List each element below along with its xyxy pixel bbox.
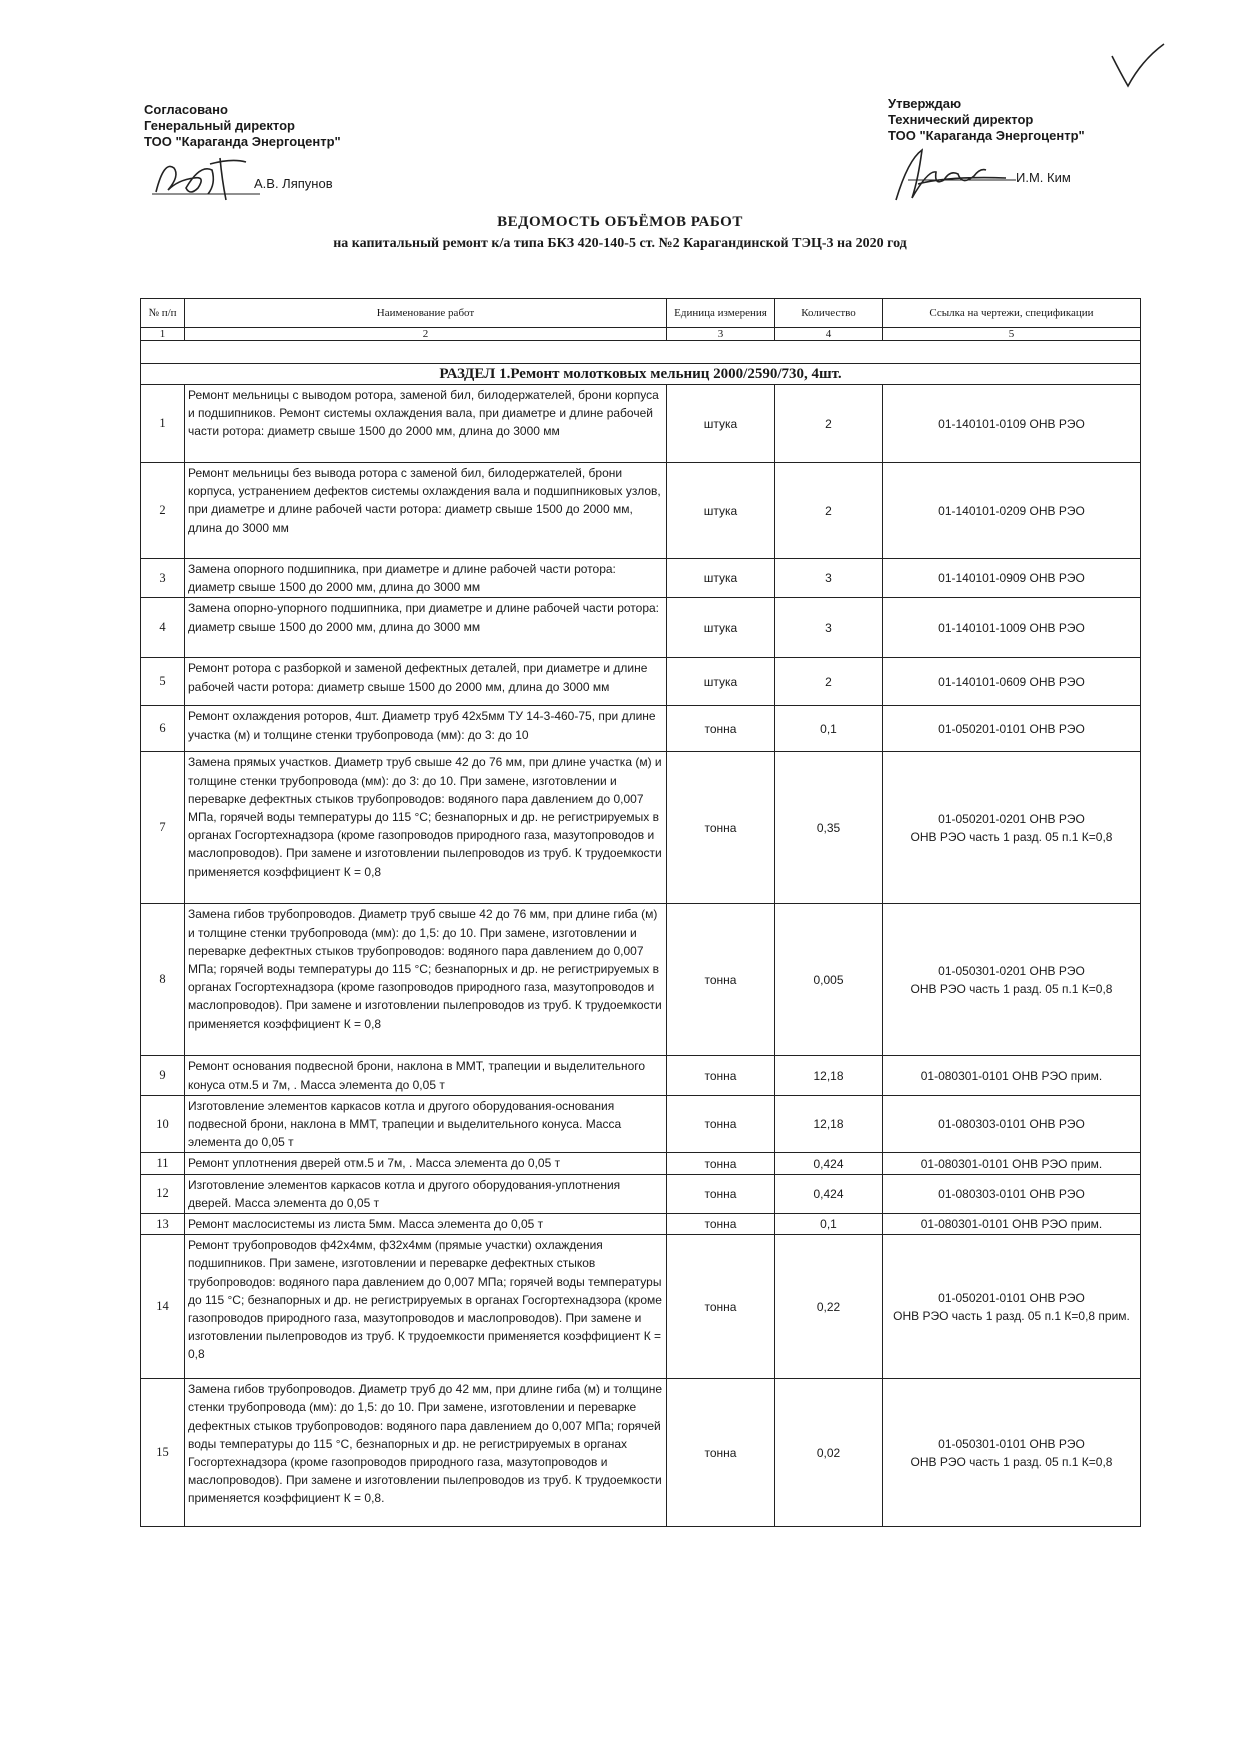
quantity: 0,22 bbox=[775, 1235, 883, 1379]
unit: штука bbox=[667, 559, 775, 598]
document-subtitle: на капитальный ремонт к/а типа БКЗ 420-140-5 ст. №2 Карагандинской ТЭЦ-3 на 2020 год bbox=[333, 236, 907, 251]
row-number: 3 bbox=[141, 559, 185, 598]
reference: 01-140101-0609 ОНВ РЭО bbox=[883, 658, 1141, 706]
work-name: Ремонт уплотнения дверей отм.5 и 7м, . Масса элемента до 0,05 т bbox=[185, 1153, 667, 1174]
table-row bbox=[141, 752, 1141, 904]
row-number: 11 bbox=[141, 1153, 185, 1174]
reference: 01-140101-0209 ОНВ РЭО bbox=[883, 463, 1141, 559]
signer-name-left: А.В. Ляпунов bbox=[254, 176, 333, 191]
work-name: Изготовление элементов каркасов котла и другого оборудования-уплотнения дверей. Масса элемента до 0,05 т bbox=[185, 1174, 667, 1213]
header-qty: Количество bbox=[775, 299, 883, 328]
row-number: 5 bbox=[141, 658, 185, 706]
quantity: 2 bbox=[775, 463, 883, 559]
quantity: 0,35 bbox=[775, 752, 883, 904]
column-number: 5 bbox=[883, 328, 1141, 341]
unit: штука bbox=[667, 598, 775, 658]
reference: 01-050301-0201 ОНВ РЭО ОНВ РЭО часть 1 разд. 05 п.1 К=0,8 bbox=[883, 904, 1141, 1056]
unit: тонна bbox=[667, 904, 775, 1056]
header-ref: Ссылка на чертежи, спецификации bbox=[883, 299, 1141, 328]
quantity: 0,02 bbox=[775, 1379, 883, 1527]
row-number: 12 bbox=[141, 1174, 185, 1213]
section-title: РАЗДЕЛ 1.Ремонт молотковых мельниц 2000/2590/730, 4шт. bbox=[141, 364, 1141, 385]
column-number: 4 bbox=[775, 328, 883, 341]
table-row bbox=[141, 1056, 1141, 1095]
unit: штука bbox=[667, 385, 775, 463]
quantity: 2 bbox=[775, 385, 883, 463]
work-name: Замена гибов трубопроводов. Диаметр труб свыше 42 до 76 мм, при длине гиба (м) и толщине стенки трубопровода (мм): до 1,5: до 10. При замене, изготовлении и переварке дефектных стыков трубопроводов: водяного пара давлением до 0,007 МПа; горячей воды температуры до 115 °С; безнапорных и др. не регистрируемых в органах Госгортехнадзора (кроме газопроводов природного газа, мазутопроводов и маслопроводов). При замене и изготовлении пылепроводов из труб. К трудоемкости применяется коэффициент К = 0,8 bbox=[185, 904, 667, 1056]
table-row bbox=[141, 706, 1141, 752]
quantity: 0,424 bbox=[775, 1174, 883, 1213]
row-number: 8 bbox=[141, 904, 185, 1056]
table-row bbox=[141, 658, 1141, 706]
table-header-row bbox=[141, 299, 1141, 328]
table-row bbox=[141, 598, 1141, 658]
reference: 01-080301-0101 ОНВ РЭО прим. bbox=[883, 1056, 1141, 1095]
reference: 01-080303-0101 ОНВ РЭО bbox=[883, 1174, 1141, 1213]
quantity: 2 bbox=[775, 658, 883, 706]
spacer-row bbox=[141, 341, 1141, 364]
reference: 01-080303-0101 ОНВ РЭО bbox=[883, 1095, 1141, 1153]
row-number: 14 bbox=[141, 1235, 185, 1379]
approver-position: Технический директор bbox=[888, 112, 1034, 127]
unit: штука bbox=[667, 658, 775, 706]
row-number: 2 bbox=[141, 463, 185, 559]
table-row bbox=[141, 1214, 1141, 1235]
work-name: Ремонт маслосистемы из листа 5мм. Масса элемента до 0,05 т bbox=[185, 1214, 667, 1235]
work-name: Замена опорно-упорного подшипника, при диаметре и длине рабочей части ротора: диаметр свыше 1500 до 2000 мм, длина до 3000 мм bbox=[185, 598, 667, 658]
approver-position: Генеральный директор bbox=[144, 118, 295, 133]
unit: тонна bbox=[667, 1095, 775, 1153]
header-name: Наименование работ bbox=[185, 299, 667, 328]
quantity: 0,005 bbox=[775, 904, 883, 1056]
row-number: 7 bbox=[141, 752, 185, 904]
column-number-row bbox=[141, 328, 1141, 341]
unit: тонна bbox=[667, 1214, 775, 1235]
work-name: Ремонт основания подвесной брони, наклона в ММТ, трапеции и выделительного конуса отм.5 и 7м, . Масса элемента до 0,05 т bbox=[185, 1056, 667, 1095]
row-number: 15 bbox=[141, 1379, 185, 1527]
quantity: 0,424 bbox=[775, 1153, 883, 1174]
unit: тонна bbox=[667, 752, 775, 904]
quantity: 3 bbox=[775, 598, 883, 658]
work-name: Замена гибов трубопроводов. Диаметр труб до 42 мм, при длине гиба (м) и толщине стенки трубопровода (мм): до 1,5: до 10. При замене, изготовлении и переварке дефектных стыков трубопроводов: водяного пара давлением до 0,007 МПа; горячей воды температуры до 115 °С, безнапорных и др. не регистрируемых в органах Госгортехнадзора (кроме газопроводов природного газа, мазутопроводов и маслопроводов). При замене и изготовлении пылепроводов из труб. К трудоемкости применяется коэффициент К = 0,8. bbox=[185, 1379, 667, 1527]
quantity: 0,1 bbox=[775, 1214, 883, 1235]
reference: 01-140101-0909 ОНВ РЭО bbox=[883, 559, 1141, 598]
approval-block-right bbox=[888, 96, 1085, 144]
signature-left bbox=[150, 150, 270, 205]
row-number: 4 bbox=[141, 598, 185, 658]
quantity: 3 bbox=[775, 559, 883, 598]
column-number: 3 bbox=[667, 328, 775, 341]
column-number: 2 bbox=[185, 328, 667, 341]
reference: 01-050201-0201 ОНВ РЭО ОНВ РЭО часть 1 разд. 05 п.1 К=0,8 bbox=[883, 752, 1141, 904]
unit: тонна bbox=[667, 706, 775, 752]
header-num: № п/п bbox=[141, 299, 185, 328]
section-row bbox=[141, 364, 1141, 385]
table-row bbox=[141, 1174, 1141, 1213]
work-name: Замена прямых участков. Диаметр труб свыше 42 до 76 мм, при длине участка (м) и толщине стенки трубопровода (мм): до 3: до 10. При замене, изготовлении и переварке дефектных стыков трубопроводов: водяного пара давлением до 0,007 МПа, горячей воды температуры до 115 °С; безнапорных и др. не регистрируемых в органах Госгортехнадзора (кроме газопроводов природного газа, мазутопроводов и маслопроводов). При замене и изготовлении пылепроводов из труб. К трудоемкости применяется коэффициент К = 0,8 bbox=[185, 752, 667, 904]
table-row bbox=[141, 1153, 1141, 1174]
work-name: Ремонт ротора с разборкой и заменой дефектных деталей, при диаметре и длине рабочей части ротора: диаметр свыше 1500 до 2000 мм, длина до 3000 мм bbox=[185, 658, 667, 706]
document-title: ВЕДОМОСТЬ ОБЪЁМОВ РАБОТ bbox=[497, 214, 743, 230]
quantity: 0,1 bbox=[775, 706, 883, 752]
table-row bbox=[141, 904, 1141, 1056]
approval-label: Согласовано bbox=[144, 102, 228, 117]
column-number: 1 bbox=[141, 328, 185, 341]
signature-right bbox=[888, 140, 1018, 210]
table-row bbox=[141, 463, 1141, 559]
work-name: Ремонт мельницы без вывода ротора с заменой бил, билодержателей, брони корпуса, устранением дефектов системы охлаждения вала и подшипниковых узлов, при диаметре и длине рабочей части ротора: диаметр свыше 1500 до 2000 мм, длина до 3000 мм bbox=[185, 463, 667, 559]
unit: тонна bbox=[667, 1235, 775, 1379]
reference: 01-050201-0101 ОНВ РЭО bbox=[883, 706, 1141, 752]
reference: 01-140101-1009 ОНВ РЭО bbox=[883, 598, 1141, 658]
work-name: Изготовление элементов каркасов котла и другого оборудования-основания подвесной брони, наклона в ММТ, трапеции и выделительного конуса. Масса элемента до 0,05 т bbox=[185, 1095, 667, 1153]
table-row bbox=[141, 385, 1141, 463]
approval-label: Утверждаю bbox=[888, 96, 962, 111]
work-name: Замена опорного подшипника, при диаметре и длине рабочей части ротора: диаметр свыше 1500 до 2000 мм, длина до 3000 мм bbox=[185, 559, 667, 598]
table-row bbox=[141, 1379, 1141, 1527]
table-row bbox=[141, 559, 1141, 598]
reference: 01-050201-0101 ОНВ РЭО ОНВ РЭО часть 1 разд. 05 п.1 К=0,8 прим. bbox=[883, 1235, 1141, 1379]
check-mark-icon bbox=[1108, 42, 1168, 92]
table-body bbox=[141, 385, 1141, 1527]
approver-company: ТОО "Караганда Энергоцентр" bbox=[144, 134, 341, 149]
works-table bbox=[140, 298, 1141, 1527]
quantity: 12,18 bbox=[775, 1056, 883, 1095]
signer-name-right: И.М. Ким bbox=[1016, 170, 1071, 185]
approver-company: ТОО "Караганда Энергоцентр" bbox=[888, 128, 1085, 143]
work-name: Ремонт мельницы с выводом ротора, заменой бил, билодержателей, брони корпуса и подшипников. Ремонт системы охлаждения вала, при диаметре и длине рабочей части ротора: диаметр свыше 1500 до 2000 мм, длина до 3000 мм bbox=[185, 385, 667, 463]
work-name: Ремонт трубопроводов ф42х4мм, ф32х4мм (прямые участки) охлаждения подшипников. При замене, изготовлении и переварке дефектных стыков трубопроводов: водяного пара давлением до 0,007 МПа; горячей воды температуры до 115 °С; безнапорных и др. не регистрируемых в органах Госгортехнадзора (кроме газопроводов природного газа, мазутопроводов и маслопроводов). При замене и изготовлении пылепроводов из труб. К трудоемкости применяется коэффициент К = 0,8 bbox=[185, 1235, 667, 1379]
unit: тонна bbox=[667, 1174, 775, 1213]
reference: 01-050301-0101 ОНВ РЭО ОНВ РЭО часть 1 разд. 05 п.1 К=0,8 bbox=[883, 1379, 1141, 1527]
unit: тонна bbox=[667, 1056, 775, 1095]
unit: штука bbox=[667, 463, 775, 559]
reference: 01-140101-0109 ОНВ РЭО bbox=[883, 385, 1141, 463]
row-number: 6 bbox=[141, 706, 185, 752]
quantity: 12,18 bbox=[775, 1095, 883, 1153]
row-number: 1 bbox=[141, 385, 185, 463]
unit: тонна bbox=[667, 1153, 775, 1174]
table-row bbox=[141, 1095, 1141, 1153]
reference: 01-080301-0101 ОНВ РЭО прим. bbox=[883, 1153, 1141, 1174]
approval-block-left bbox=[144, 102, 341, 150]
header-unit: Единица измерения bbox=[667, 299, 775, 328]
work-name: Ремонт охлаждения роторов, 4шт. Диаметр труб 42х5мм ТУ 14-3-460-75, при длине участка (м) и толщине стенки трубопровода (мм): до 3: до 10 bbox=[185, 706, 667, 752]
row-number: 13 bbox=[141, 1214, 185, 1235]
table-row bbox=[141, 1235, 1141, 1379]
row-number: 10 bbox=[141, 1095, 185, 1153]
reference: 01-080301-0101 ОНВ РЭО прим. bbox=[883, 1214, 1141, 1235]
unit: тонна bbox=[667, 1379, 775, 1527]
row-number: 9 bbox=[141, 1056, 185, 1095]
